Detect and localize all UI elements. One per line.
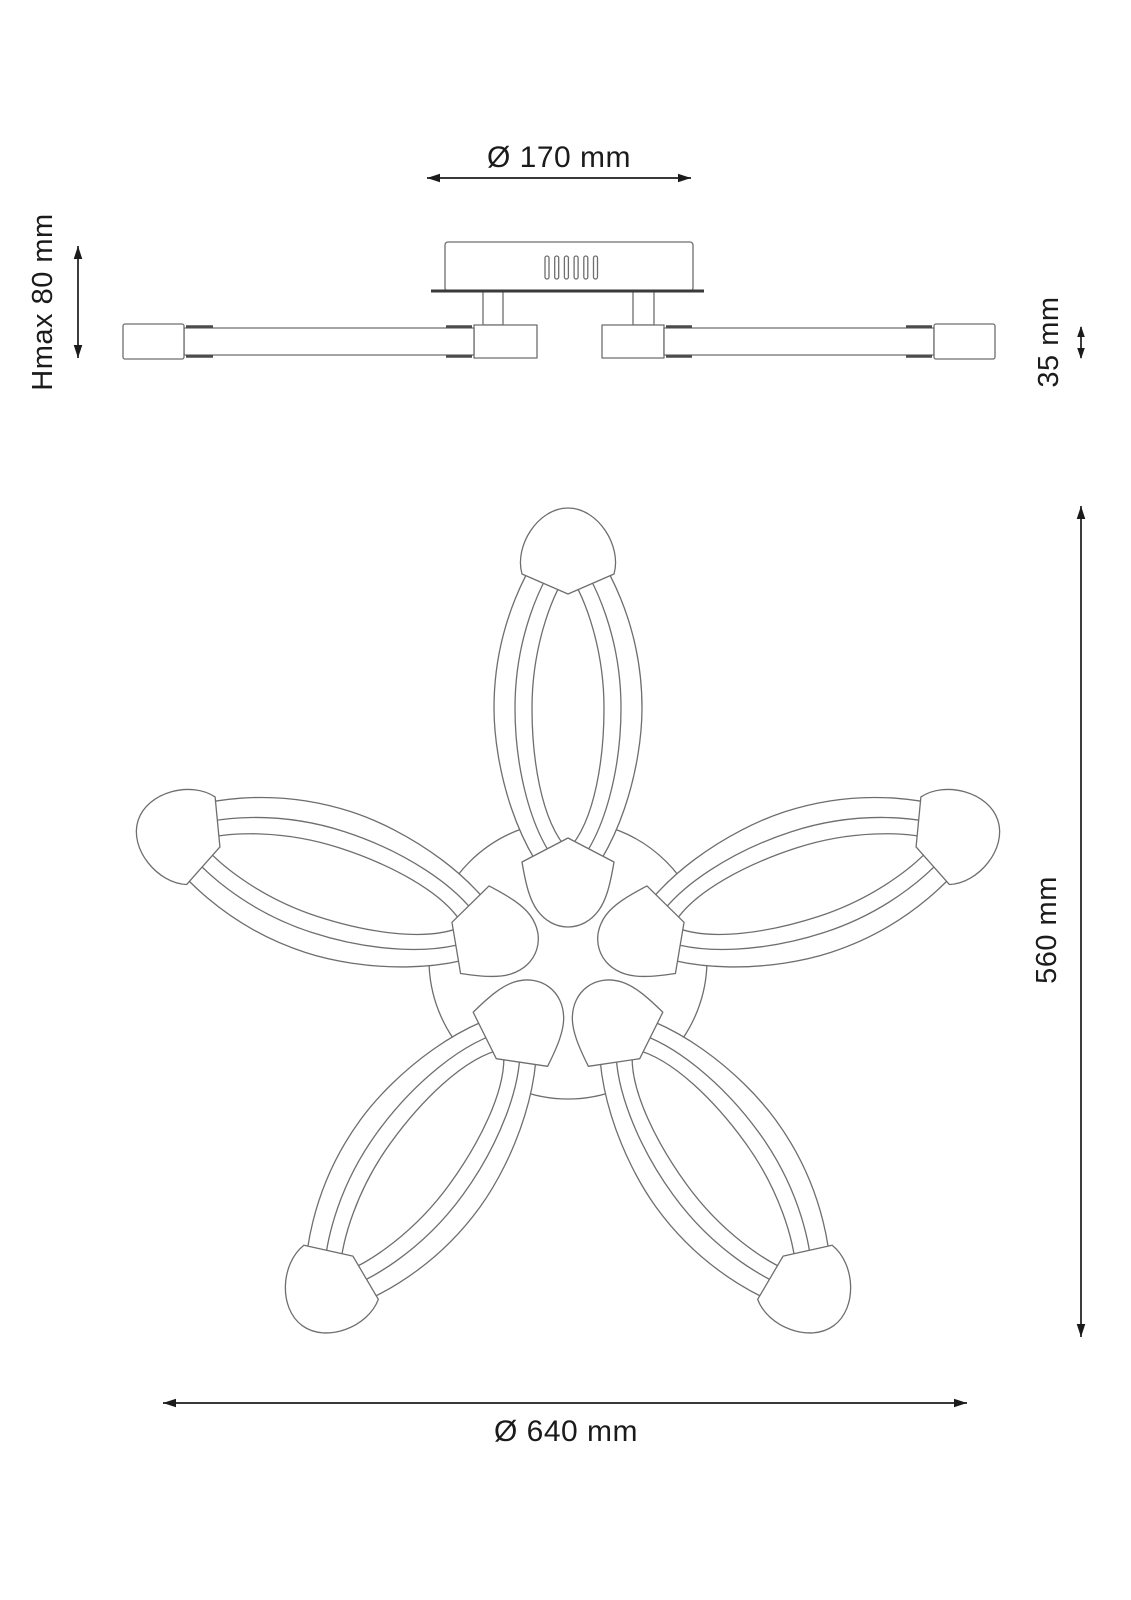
left-mount-block: [474, 325, 537, 358]
left-stem: [483, 291, 503, 325]
right-arm-tube: [664, 328, 934, 355]
vent-slot: [564, 256, 568, 279]
vent-slot: [574, 256, 578, 279]
petal-bottom-left: [242, 943, 608, 1369]
right-arm-end-cap: [934, 324, 995, 359]
arrowhead-up-icon: [1077, 506, 1086, 519]
vent-slot: [594, 256, 598, 279]
vent-slot: [555, 256, 559, 279]
vent-slot: [545, 256, 549, 279]
petal-bottom-right: [528, 943, 894, 1369]
side-view: [123, 242, 995, 359]
left-arm-tube: [184, 328, 474, 355]
arrowhead-down-icon: [1077, 1324, 1086, 1337]
top-view: [115, 508, 1020, 1369]
right-stem: [633, 291, 654, 325]
dimension-overall-diameter: [163, 1399, 967, 1448]
dimension-flower-height: [1031, 506, 1085, 1337]
arm-thickness-label: 35 mm: [1033, 296, 1065, 388]
vent-slot: [584, 256, 588, 279]
dimension-canopy-diameter: [427, 141, 691, 182]
right-mount-block: [602, 325, 664, 358]
dimension-max-height: [27, 213, 82, 390]
arrowhead-right-icon: [954, 1399, 967, 1408]
flower-height-label: 560 mm: [1031, 876, 1063, 984]
dimension-arm-thickness: [1033, 296, 1085, 387]
arrowhead-up-icon: [1077, 326, 1085, 337]
arrowhead-up-icon: [74, 246, 83, 259]
arrowhead-left-icon: [427, 174, 440, 183]
left-arm-end-cap: [123, 324, 184, 359]
canopy-diameter-label: Ø 170 mm: [486, 141, 632, 174]
max-height-label: Hmax 80 mm: [27, 213, 59, 391]
overall-diameter-label: Ø 640 mm: [493, 1415, 639, 1448]
arrowhead-down-icon: [1077, 348, 1085, 359]
arrowhead-left-icon: [163, 1399, 176, 1408]
arrowhead-right-icon: [678, 174, 691, 183]
arrowhead-down-icon: [74, 345, 83, 358]
